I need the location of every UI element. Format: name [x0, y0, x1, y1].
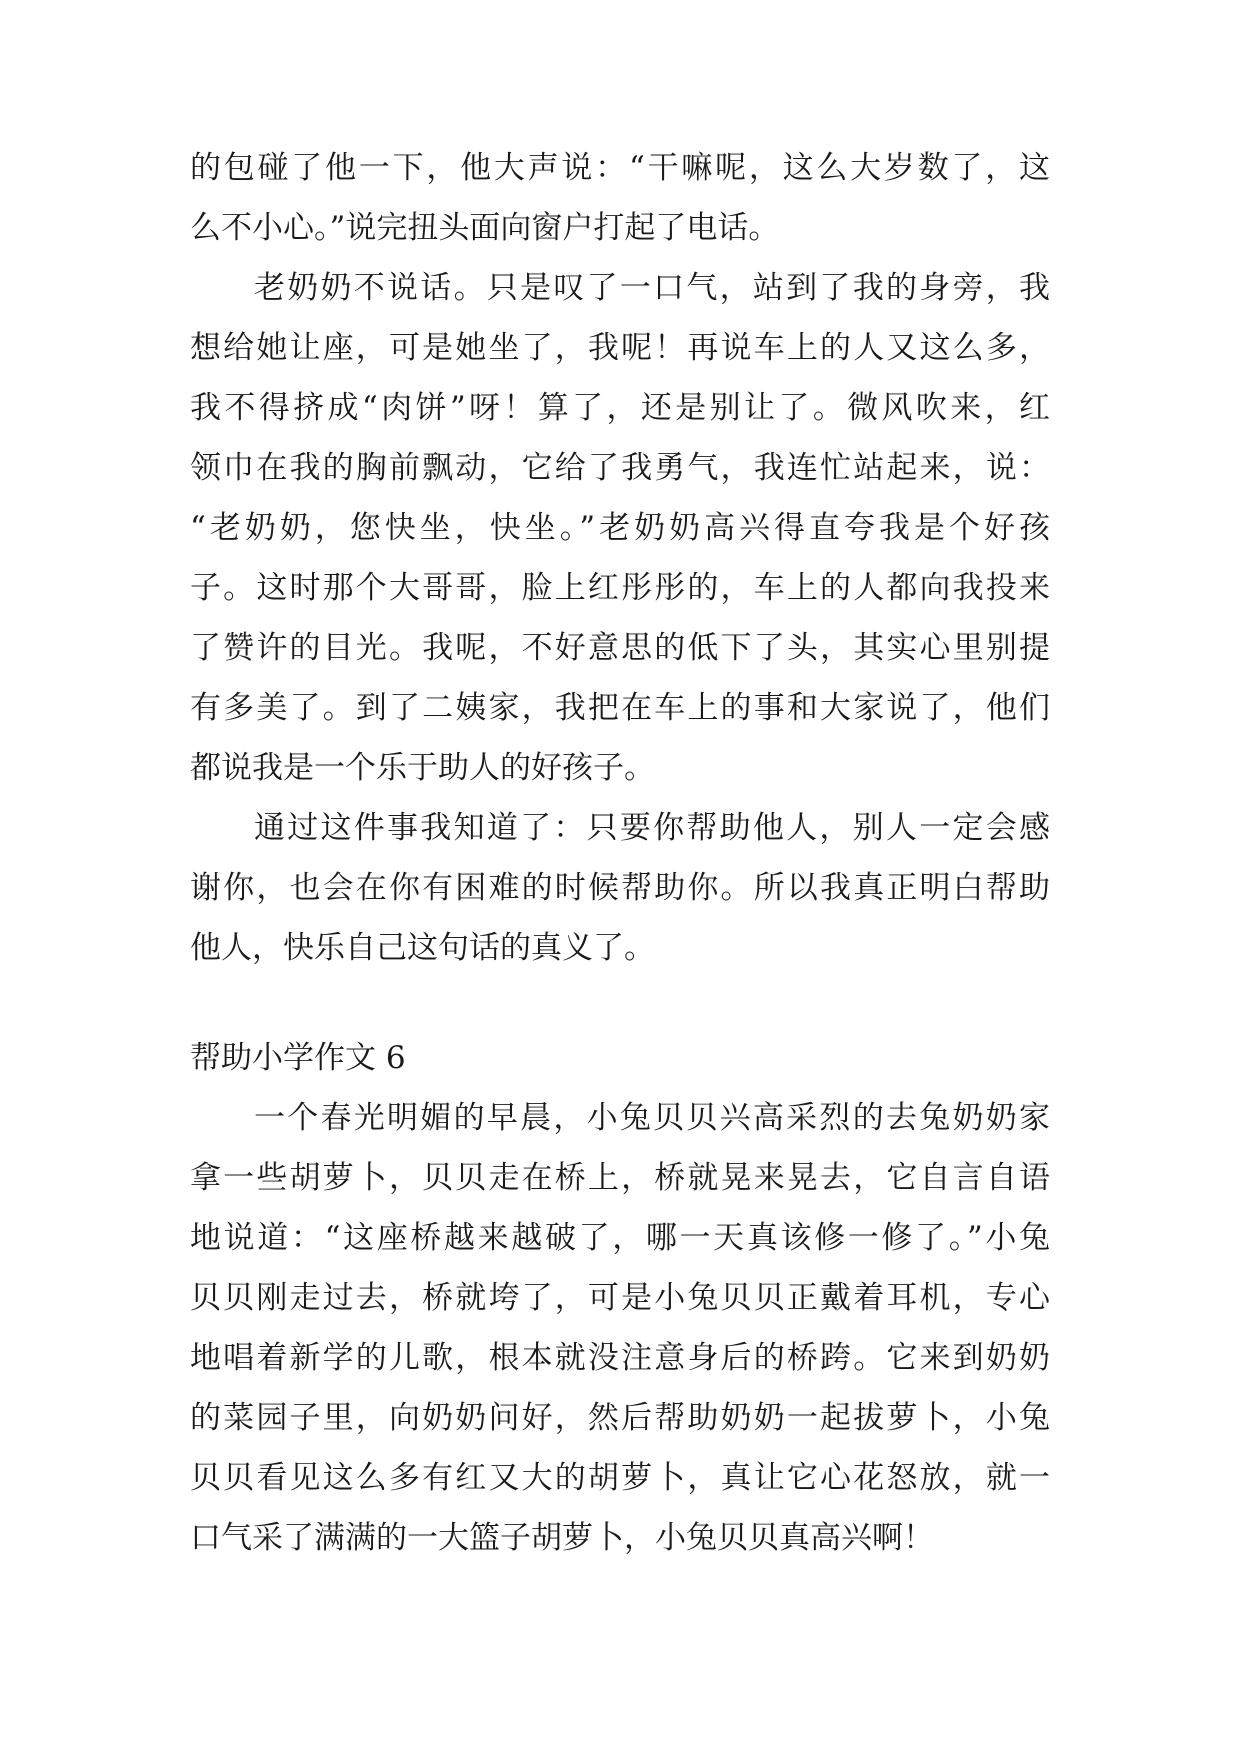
- paragraph-line: 谢你，也会在你有困难的时候帮助你。所以我真正明白帮助: [190, 870, 1050, 906]
- paragraph-line: 贝贝刚走过去，桥就垮了，可是小兔贝贝正戴着耳机，专心: [190, 1280, 1050, 1316]
- paragraph-line: 的菜园子里，向奶奶问好，然后帮助奶奶一起拔萝卜，小兔: [190, 1400, 1050, 1436]
- paragraph-line: 子。这时那个大哥哥，脸上红彤彤的，车上的人都向我投来: [190, 570, 1050, 606]
- paragraph-line: 贝贝看见这么多有红又大的胡萝卜，真让它心花怒放，就一: [190, 1460, 1050, 1496]
- paragraph-line: 一个春光明媚的早晨，小兔贝贝兴高采烈的去兔奶奶家: [254, 1100, 1050, 1136]
- paragraph-line: 他人，快乐自己这句话的真义了。: [190, 930, 655, 966]
- paragraph-line: 通过这件事我知道了：只要你帮助他人，别人一定会感: [254, 810, 1050, 846]
- paragraph-line: 想给她让座，可是她坐了，我呢！再说车上的人又这么多，: [190, 330, 1050, 366]
- paragraph-line: 老奶奶不说话。只是叹了一口气，站到了我的身旁，我: [254, 270, 1050, 306]
- paragraph-line: 的包碰了他一下，他大声说：“干嘛呢，这么大岁数了，这: [190, 150, 1050, 186]
- paragraph-line: 口气采了满满的一大篮子胡萝卜，小兔贝贝真高兴啊！: [190, 1520, 934, 1556]
- paragraph-line: 了赞许的目光。我呢，不好意思的低下了头，其实心里别提: [190, 630, 1050, 666]
- paragraph-line: 有多美了。到了二姨家，我把在车上的事和大家说了，他们: [190, 690, 1050, 726]
- paragraph-line: “老奶奶，您快坐，快坐。”老奶奶高兴得直夸我是个好孩: [190, 510, 1050, 546]
- section-title: 帮助小学作文 6: [190, 1040, 406, 1076]
- paragraph-line: 拿一些胡萝卜，贝贝走在桥上，桥就晃来晃去，它自言自语: [190, 1160, 1050, 1196]
- paragraph-line: 都说我是一个乐于助人的好孩子。: [190, 750, 655, 786]
- paragraph-line: 地唱着新学的儿歌，根本就没注意身后的桥跨。它来到奶奶: [190, 1340, 1050, 1376]
- paragraph-line: 我不得挤成“肉饼”呀！算了，还是别让了。微风吹来，红: [190, 390, 1050, 426]
- paragraph-line: 么不小心。”说完扭头面向窗户打起了电话。: [190, 210, 780, 246]
- paragraph-line: 地说道：“这座桥越来越破了，哪一天真该修一修了。”小兔: [190, 1220, 1050, 1256]
- paragraph-line: 领巾在我的胸前飘动，它给了我勇气，我连忙站起来，说：: [190, 450, 1050, 486]
